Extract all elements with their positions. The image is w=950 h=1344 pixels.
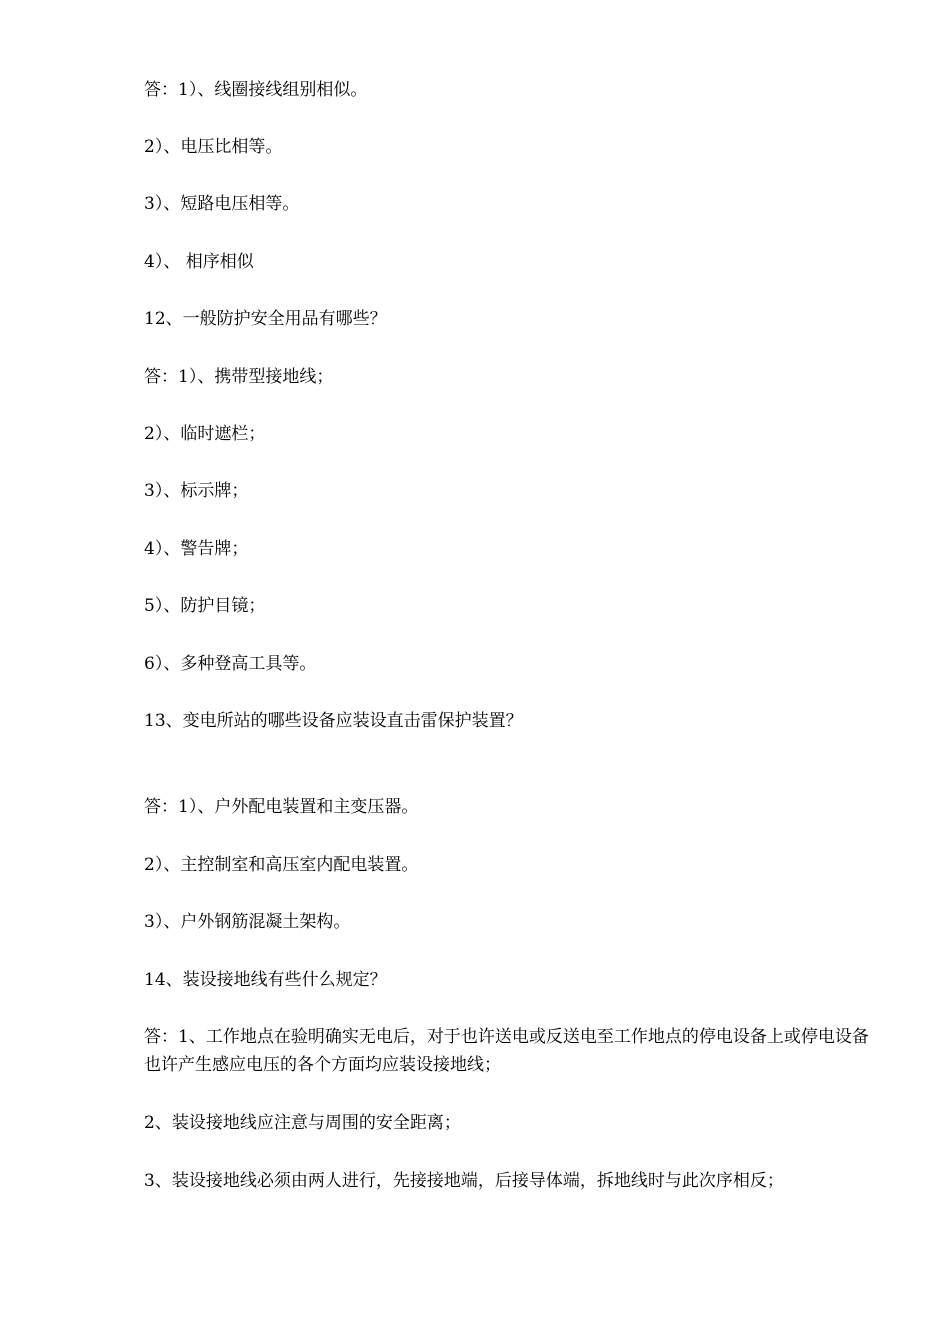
answer-13-item-3: 3）、户外钢筋混凝土架构。 xyxy=(144,912,351,932)
answer-12-item-3: 3）、标示牌； xyxy=(144,481,249,501)
answer-12-item-2: 2）、临时遮栏； xyxy=(144,424,266,444)
answer-14-item-3: 3、装设接地线必须由两人进行，先接接地端，后接导体端，拆地线时与此次序相反； xyxy=(144,1171,784,1191)
question-14: 14、装设接地线有些什么规定？ xyxy=(144,970,387,990)
answer-12-item-1: 答：1）、携带型接地线； xyxy=(144,367,334,387)
answer-11-item-1: 答：1）、线圈接线组别相似。 xyxy=(144,80,368,100)
answer-12-item-5: 5）、防护目镜； xyxy=(144,596,266,616)
answer-11-item-4: 4）、 相序相似 xyxy=(144,252,254,272)
answer-13-item-1: 答：1）、户外配电装置和主变压器。 xyxy=(144,797,419,817)
question-12: 12、一般防护安全用品有哪些？ xyxy=(144,309,387,329)
answer-13-item-2: 2）、主控制室和高压室内配电装置。 xyxy=(144,855,419,875)
question-13: 13、变电所站的哪些设备应装设直击雷保护装置？ xyxy=(144,711,523,731)
answer-14-item-1: 答：1、工作地点在验明确实无电后，对于也许送电或反送电至工作地点的停电设备上或停电设备也许产生感应电压的各个方面均应装设接地线； xyxy=(144,1027,869,1075)
answer-11-item-3: 3）、短路电压相等。 xyxy=(144,194,300,214)
answer-14-item-2: 2、装设接地线应注意与周围的安全距离； xyxy=(144,1113,461,1133)
answer-12-item-6: 6）、多种登高工具等。 xyxy=(144,654,317,674)
answer-12-item-4: 4）、警告牌； xyxy=(144,539,249,559)
answer-11-item-2: 2）、电压比相等。 xyxy=(144,137,283,157)
